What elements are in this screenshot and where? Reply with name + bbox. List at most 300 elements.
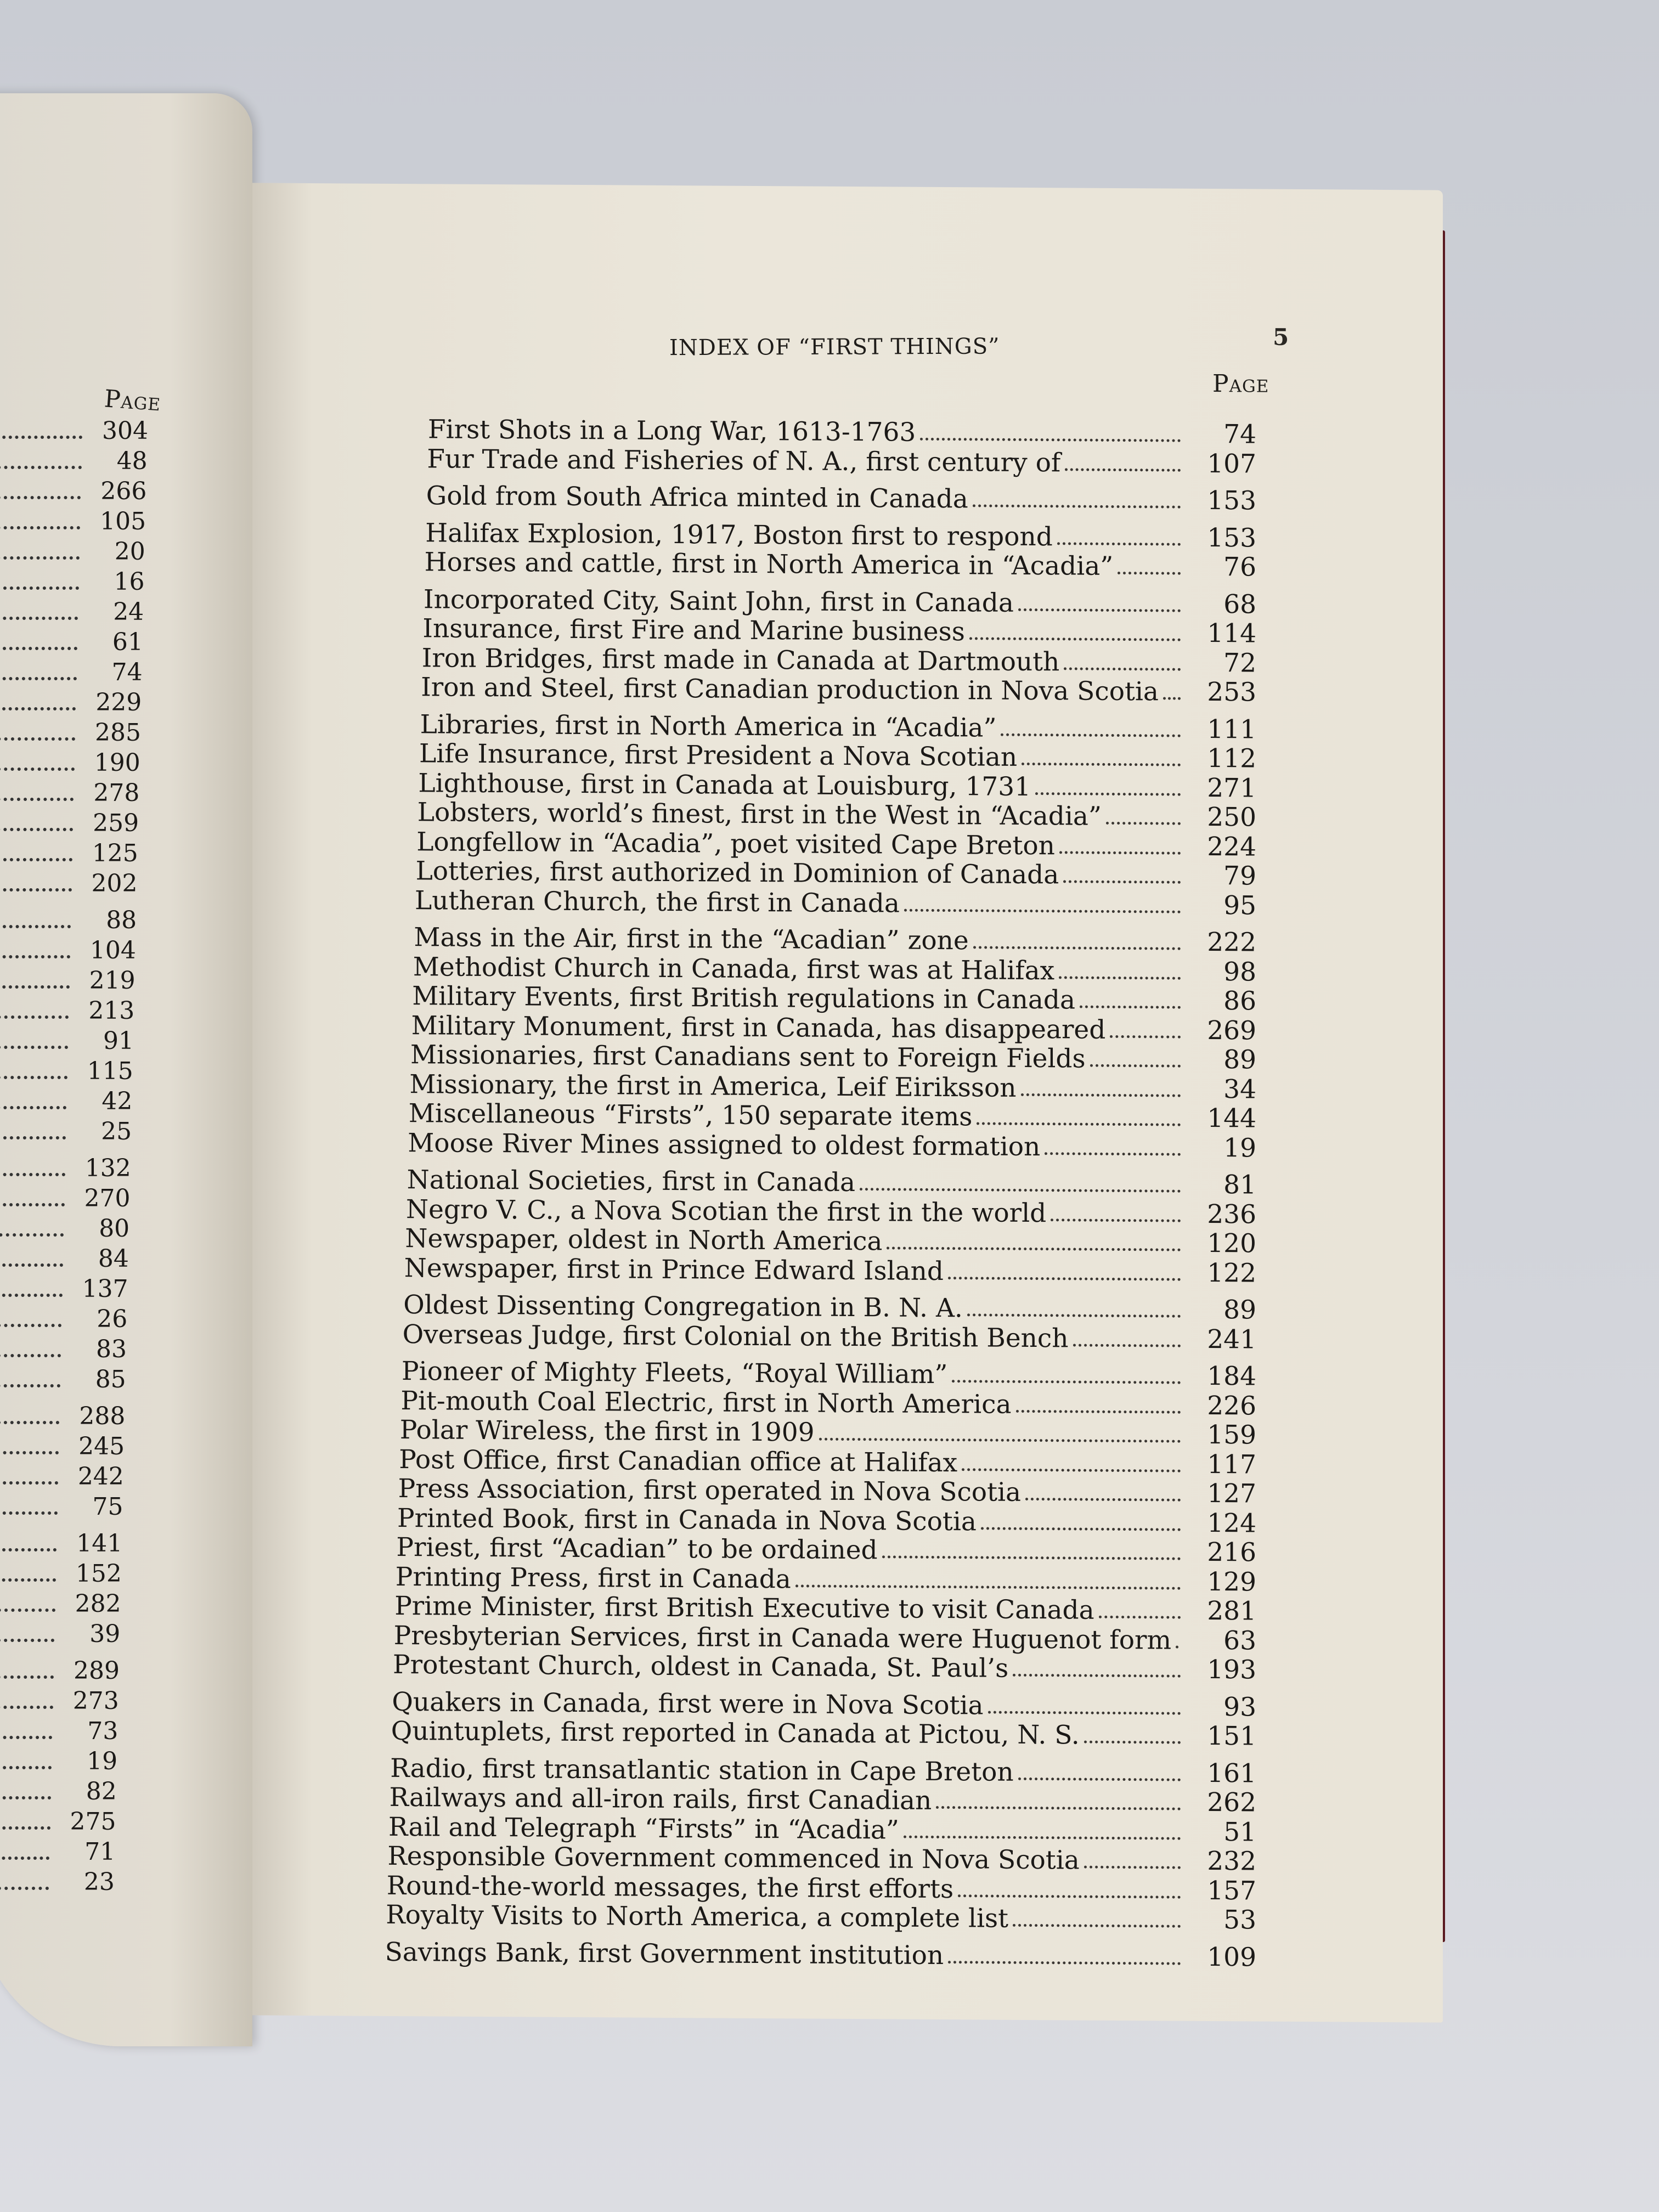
left-index-entry bbox=[0, 1245, 129, 1274]
index-entry bbox=[426, 481, 1256, 516]
dot-leader bbox=[0, 586, 79, 590]
dot-leader bbox=[0, 1354, 61, 1357]
entry-page-number: 107 bbox=[1207, 448, 1256, 479]
index-entry bbox=[391, 1716, 1256, 1752]
left-index-entry bbox=[0, 1590, 121, 1620]
dot-leader bbox=[0, 647, 77, 650]
left-index-entry bbox=[0, 1717, 118, 1747]
entry-page-number: 63 bbox=[1223, 1625, 1256, 1656]
entry-page-number: 224 bbox=[1207, 831, 1256, 862]
left-index-entry bbox=[0, 1087, 132, 1117]
entry-title: Rail and Telegraph “Firsts” in “Acadia” bbox=[388, 1812, 899, 1846]
entry-page-number: 42 bbox=[101, 1087, 133, 1115]
dot-leader bbox=[795, 1584, 1181, 1589]
entry-page-number: 152 bbox=[75, 1560, 122, 1588]
left-index-entry bbox=[0, 447, 148, 477]
entry-title: Presbyterian Services, first in Canada were Huguenot form bbox=[393, 1620, 1172, 1656]
left-index-entry bbox=[0, 1275, 128, 1305]
dot-leader bbox=[0, 617, 78, 620]
left-index-entry bbox=[0, 1657, 120, 1686]
entry-title: Lighthouse, first in Canada at Louisburg, 1731 bbox=[418, 768, 1031, 802]
left-index-entry bbox=[0, 809, 139, 839]
dot-leader bbox=[0, 1826, 50, 1830]
dot-leader bbox=[904, 1835, 1181, 1839]
entry-page-number: 111 bbox=[1207, 714, 1256, 745]
dot-leader bbox=[1013, 1924, 1181, 1928]
entry-page-number: 153 bbox=[1207, 522, 1256, 554]
entry-page-number: 51 bbox=[1223, 1816, 1256, 1848]
dot-leader bbox=[0, 1106, 66, 1109]
entry-title: Insurance, first Fire and Marine business bbox=[422, 613, 965, 647]
entry-title: Railways and all-iron rails, first Canadian bbox=[389, 1782, 932, 1816]
entry-page-number: 289 bbox=[74, 1657, 120, 1685]
entry-page-number: 24 bbox=[113, 598, 144, 626]
index-entry bbox=[421, 672, 1256, 708]
entry-page-number: 39 bbox=[89, 1620, 121, 1648]
dot-leader bbox=[0, 436, 82, 439]
entry-title: Printing Press, first in Canada bbox=[395, 1561, 791, 1594]
entry-title: Post Office, first Canadian office at Halifax bbox=[399, 1444, 958, 1478]
dot-leader bbox=[1018, 608, 1181, 612]
entry-page-number: 68 bbox=[1223, 589, 1256, 620]
entry-title: Quintuplets, first reported in Canada at Pictou, N. S. bbox=[391, 1716, 1080, 1751]
entry-page-number: 285 bbox=[95, 719, 141, 747]
left-index-entry bbox=[0, 417, 148, 447]
entry-title: Round-the-world messages, the first efforts bbox=[386, 1870, 954, 1904]
entry-page-number: 73 bbox=[87, 1717, 119, 1745]
entry-title: Prime Minister, first British Executive to visit Canada bbox=[394, 1590, 1094, 1626]
dot-leader bbox=[0, 1511, 58, 1515]
entry-page-number: 281 bbox=[1207, 1596, 1256, 1627]
dot-leader bbox=[1022, 763, 1181, 766]
entry-page-number: 161 bbox=[1207, 1758, 1256, 1789]
entry-page-number: 184 bbox=[1207, 1361, 1256, 1392]
entry-page-number: 80 bbox=[99, 1215, 130, 1243]
entry-page-number: 141 bbox=[76, 1530, 123, 1558]
entry-page-number: 271 bbox=[1207, 772, 1256, 804]
left-index-entry bbox=[0, 1215, 129, 1244]
entry-page-number: 278 bbox=[93, 779, 140, 807]
entry-page-number: 232 bbox=[1207, 1846, 1256, 1877]
entry-page-number: 282 bbox=[75, 1590, 121, 1618]
entry-page-number: 222 bbox=[1207, 927, 1256, 958]
entry-page-number: 245 bbox=[78, 1432, 125, 1460]
dot-leader bbox=[1064, 667, 1181, 670]
dot-leader bbox=[1021, 1093, 1181, 1097]
entry-page-number: 93 bbox=[1223, 1691, 1256, 1723]
dot-leader bbox=[977, 1122, 1181, 1126]
dot-leader bbox=[0, 737, 75, 741]
dot-leader bbox=[860, 1188, 1181, 1193]
entry-title: Oldest Dissenting Congregation in B. N. A. bbox=[403, 1290, 963, 1324]
dot-leader bbox=[920, 438, 1181, 442]
entry-page-number: 115 bbox=[87, 1057, 133, 1085]
left-index-entry bbox=[0, 936, 136, 966]
entry-title: Printed Book, first in Canada in Nova Scotia bbox=[397, 1503, 977, 1537]
entry-page-number: 262 bbox=[1207, 1787, 1256, 1818]
entry-page-number: 79 bbox=[1223, 861, 1256, 891]
entry-title: Iron Bridges, first made in Canada at Dartmouth bbox=[421, 642, 1060, 677]
left-index-entry bbox=[0, 1493, 123, 1522]
dot-leader bbox=[0, 1675, 54, 1679]
dot-leader bbox=[948, 1277, 1181, 1281]
dot-leader bbox=[1176, 1645, 1181, 1648]
left-index-entry bbox=[0, 967, 136, 996]
dot-leader bbox=[0, 1324, 61, 1327]
dot-leader bbox=[0, 526, 80, 529]
dot-leader bbox=[1013, 1674, 1181, 1678]
entry-title: Quakers in Canada, first were in Nova Scotia bbox=[392, 1686, 984, 1721]
index-entry bbox=[403, 1319, 1256, 1356]
dot-leader bbox=[0, 1887, 49, 1890]
entry-page-number: 95 bbox=[1223, 890, 1256, 921]
entry-title: Newspaper, oldest in North America bbox=[405, 1223, 883, 1257]
dot-leader bbox=[1051, 1218, 1181, 1222]
entry-page-number: 241 bbox=[1207, 1324, 1256, 1355]
dot-leader bbox=[1118, 572, 1181, 575]
entry-page-number: 144 bbox=[1207, 1103, 1256, 1134]
dot-leader bbox=[1045, 1152, 1181, 1156]
entry-page-number: 74 bbox=[1223, 419, 1256, 450]
entry-page-number: 25 bbox=[101, 1118, 132, 1146]
dot-leader bbox=[0, 925, 71, 928]
dot-leader bbox=[0, 1263, 63, 1267]
left-index-entry bbox=[0, 1057, 133, 1087]
left-index-entry bbox=[0, 1402, 125, 1432]
dot-leader bbox=[1065, 468, 1181, 471]
index-entry bbox=[386, 1900, 1256, 1936]
entry-title: Fur Trade and Fisheries of N. A., first century of bbox=[427, 443, 1061, 478]
entry-page-number: 219 bbox=[89, 967, 136, 995]
entry-title: Lobsters, world’s finest, first in the West in “Acadia” bbox=[417, 797, 1102, 832]
entry-title: Newspaper, first in Prince Edward Island bbox=[404, 1252, 944, 1286]
entry-page-number: 19 bbox=[87, 1747, 118, 1775]
dot-leader bbox=[0, 1451, 59, 1454]
dot-leader bbox=[0, 858, 72, 861]
entry-page-number: 16 bbox=[114, 568, 145, 596]
entry-page-number: 81 bbox=[1223, 1170, 1256, 1200]
entry-title: First Shots in a Long War, 1613-1763 bbox=[428, 414, 916, 448]
index-entry bbox=[385, 1937, 1256, 1973]
entry-page-number: 109 bbox=[1207, 1942, 1256, 1973]
entry-title: Lutheran Church, the first in Canada bbox=[415, 885, 900, 919]
entry-title: Royalty Visits to North America, a complete list bbox=[386, 1899, 1009, 1934]
left-index-entry bbox=[0, 1432, 125, 1462]
entry-title: Pit-mouth Coal Electric, first in North America bbox=[400, 1385, 1012, 1420]
entry-title: Pioneer of Mighty Fleets, “Royal William” bbox=[402, 1356, 948, 1390]
index-entry bbox=[427, 444, 1256, 479]
entry-page-number: 159 bbox=[1207, 1420, 1256, 1451]
entry-title: Military Events, first British regulations in Canada bbox=[412, 981, 1076, 1015]
entry-page-number: 89 bbox=[1223, 1295, 1256, 1325]
left-index-entry bbox=[0, 1747, 117, 1777]
entry-title: Horses and cattle, first in North America in “Acadia” bbox=[424, 547, 1114, 582]
entry-page-number: 270 bbox=[84, 1184, 131, 1212]
entry-title: Savings Bank, first Government institution bbox=[385, 1937, 944, 1971]
entry-page-number: 117 bbox=[1207, 1449, 1256, 1480]
dot-leader bbox=[0, 556, 80, 560]
entry-page-number: 84 bbox=[98, 1245, 129, 1273]
index-entry bbox=[408, 1128, 1256, 1164]
entry-page-number: 71 bbox=[84, 1838, 116, 1866]
entry-page-number: 259 bbox=[93, 809, 139, 837]
index-entry bbox=[404, 1253, 1256, 1289]
entry-page-number: 105 bbox=[100, 507, 146, 535]
entry-page-number: 125 bbox=[92, 839, 138, 867]
dot-leader bbox=[981, 1527, 1181, 1531]
left-index-entry bbox=[0, 1620, 120, 1650]
entry-page-number: 120 bbox=[1207, 1228, 1256, 1259]
entry-page-number: 236 bbox=[1207, 1199, 1256, 1230]
dot-leader bbox=[0, 798, 74, 801]
dot-leader bbox=[962, 1468, 1181, 1472]
entry-page-number: 151 bbox=[1207, 1721, 1256, 1752]
dot-leader bbox=[0, 1203, 65, 1206]
entry-page-number: 253 bbox=[1207, 677, 1256, 708]
entry-page-number: 34 bbox=[1223, 1074, 1256, 1105]
left-index-entry bbox=[0, 1335, 127, 1365]
right-page bbox=[252, 183, 1443, 2022]
entry-page-number: 112 bbox=[1207, 743, 1256, 774]
entry-title: Methodist Church in Canada, first was at Halifax bbox=[413, 951, 1055, 986]
entry-title: Gold from South Africa minted in Canada bbox=[426, 481, 968, 515]
dot-leader bbox=[1018, 1777, 1181, 1781]
entry-title: Responsible Government commenced in Nova Scotia bbox=[387, 1841, 1080, 1876]
left-index-entry bbox=[0, 1027, 134, 1057]
entry-page-number: 304 bbox=[102, 417, 148, 445]
entry-title: Halifax Explosion, 1917, Boston first to respond bbox=[425, 517, 1053, 552]
left-index-entry bbox=[0, 839, 138, 869]
dot-leader bbox=[904, 909, 1181, 913]
dot-leader bbox=[0, 1421, 59, 1424]
dot-leader bbox=[1016, 1409, 1181, 1413]
entry-title: Incorporated City, Saint John, first in Canada bbox=[424, 584, 1014, 618]
dot-leader bbox=[0, 496, 81, 499]
entry-title: Libraries, first in North America in “Acadia” bbox=[420, 709, 997, 743]
left-index-entry bbox=[0, 1687, 119, 1717]
dot-leader bbox=[1163, 697, 1181, 700]
dot-leader bbox=[0, 888, 72, 891]
entry-page-number: 229 bbox=[95, 689, 142, 716]
dot-leader bbox=[967, 1313, 1181, 1317]
index-entry bbox=[393, 1650, 1256, 1686]
left-index-entry bbox=[0, 1560, 122, 1589]
left-index-entry bbox=[0, 1808, 116, 1837]
entry-page-number: 216 bbox=[1207, 1537, 1256, 1568]
dot-leader bbox=[1084, 1741, 1181, 1744]
dot-leader bbox=[0, 1639, 54, 1642]
entry-page-number: 74 bbox=[111, 658, 143, 686]
dot-leader bbox=[1059, 851, 1181, 854]
entry-page-number: 288 bbox=[79, 1402, 126, 1430]
entry-page-number: 91 bbox=[103, 1027, 134, 1055]
page-number: 5 bbox=[1273, 323, 1289, 351]
dot-leader bbox=[1063, 880, 1181, 883]
dot-leader bbox=[0, 1015, 69, 1019]
dot-leader bbox=[882, 1555, 1181, 1560]
left-index-entry bbox=[0, 719, 141, 748]
entry-page-number: 75 bbox=[92, 1493, 123, 1521]
entry-page-number: 86 bbox=[1223, 986, 1256, 1017]
entry-page-number: 137 bbox=[82, 1275, 128, 1303]
entry-page-number: 20 bbox=[114, 538, 145, 566]
entry-title: Life Insurance, first President a Nova Scotian bbox=[419, 738, 1018, 772]
dot-leader bbox=[0, 828, 73, 831]
dot-leader bbox=[0, 1766, 52, 1769]
entry-page-number: 269 bbox=[1207, 1015, 1256, 1046]
entry-page-number: 266 bbox=[100, 477, 147, 505]
dot-leader bbox=[1035, 792, 1181, 796]
dot-leader bbox=[0, 1706, 53, 1709]
entry-page-number: 202 bbox=[91, 870, 138, 898]
entry-page-number: 83 bbox=[96, 1335, 127, 1363]
entry-page-number: 213 bbox=[88, 997, 135, 1025]
left-index-entry bbox=[0, 1365, 126, 1395]
left-index-entry bbox=[0, 568, 145, 597]
dot-leader bbox=[0, 1233, 64, 1237]
entry-page-number: 61 bbox=[112, 628, 143, 656]
left-index-entry bbox=[0, 538, 145, 567]
entry-page-number: 48 bbox=[116, 447, 148, 475]
dot-leader bbox=[0, 1046, 68, 1049]
left-index-entry bbox=[0, 689, 142, 718]
dot-leader bbox=[0, 1857, 49, 1860]
dot-leader bbox=[0, 1481, 58, 1485]
left-index-entry bbox=[0, 658, 143, 688]
dot-leader bbox=[0, 1136, 66, 1139]
dot-leader bbox=[819, 1438, 1181, 1443]
dot-leader bbox=[0, 955, 70, 958]
entry-page-number: 98 bbox=[1223, 956, 1256, 988]
entry-title: Military Monument, first in Canada, has disappeared bbox=[411, 1010, 1106, 1045]
entry-title: Negro V. C., a Nova Scotian the first in the world bbox=[406, 1194, 1047, 1228]
left-index-entry bbox=[0, 906, 137, 936]
dot-leader bbox=[973, 946, 1181, 950]
entry-page-number: 89 bbox=[1223, 1045, 1256, 1075]
entry-page-number: 124 bbox=[1207, 1508, 1256, 1539]
entry-title: Overseas Judge, first Colonial on the British Bench bbox=[402, 1319, 1069, 1353]
entry-page-number: 26 bbox=[97, 1305, 128, 1333]
left-page-column-label: Page bbox=[103, 385, 162, 417]
dot-leader bbox=[0, 1796, 51, 1799]
dot-leader bbox=[1001, 733, 1181, 737]
left-index-entry bbox=[0, 1154, 131, 1184]
left-index-entry bbox=[0, 1868, 115, 1898]
dot-leader bbox=[0, 677, 77, 680]
left-index-entry bbox=[0, 1118, 132, 1147]
dot-leader bbox=[1106, 822, 1181, 825]
dot-leader bbox=[948, 1961, 1181, 1965]
dot-leader bbox=[0, 1294, 63, 1297]
left-index-entry bbox=[0, 1530, 122, 1559]
entry-title: National Societies, first in Canada bbox=[407, 1165, 855, 1198]
entry-page-number: 250 bbox=[1207, 802, 1256, 833]
dot-leader bbox=[973, 504, 1181, 508]
entry-title: Press Association, first operated in Nova Scotia bbox=[398, 1473, 1022, 1508]
dot-leader bbox=[0, 768, 75, 771]
entry-title: Polar Wireless, the first in 1909 bbox=[399, 1415, 815, 1448]
entry-title: Mass in the Air, first in the “Acadian” zone bbox=[414, 922, 969, 956]
entry-title: Radio, first transatlantic station in Cape Breton bbox=[390, 1753, 1014, 1787]
entry-title: Moose River Mines assigned to oldest formation bbox=[408, 1127, 1041, 1162]
left-index-entry bbox=[0, 598, 144, 628]
left-index-entry bbox=[0, 1184, 131, 1214]
entry-title: Priest, first “Acadian” to be ordained bbox=[396, 1532, 878, 1566]
left-index-entry bbox=[0, 870, 138, 899]
entry-title: Protestant Church, oldest in Canada, St. Paul’s bbox=[393, 1649, 1009, 1684]
left-index-entry bbox=[0, 997, 134, 1026]
entry-page-number: 19 bbox=[1223, 1132, 1256, 1164]
dot-leader bbox=[0, 1609, 55, 1612]
dot-leader bbox=[952, 1380, 1181, 1384]
dot-leader bbox=[0, 1736, 52, 1739]
dot-leader bbox=[887, 1246, 1181, 1251]
entry-page-number: 132 bbox=[84, 1154, 131, 1182]
entry-title: Missionary, the first in America, Leif Eiriksson bbox=[409, 1069, 1017, 1103]
entry-page-number: 53 bbox=[1223, 1905, 1256, 1936]
left-index-entry bbox=[0, 628, 143, 658]
entry-page-number: 85 bbox=[95, 1365, 126, 1393]
dot-leader bbox=[1110, 1035, 1181, 1038]
entry-page-number: 88 bbox=[106, 906, 137, 934]
left-index-entry bbox=[0, 1305, 127, 1335]
entry-page-number: 122 bbox=[1207, 1257, 1256, 1289]
dot-leader bbox=[1073, 1344, 1181, 1347]
entry-page-number: 153 bbox=[1207, 486, 1256, 516]
dot-leader bbox=[0, 1076, 67, 1079]
entry-title: Miscellaneous “Firsts”, 150 separate items bbox=[408, 1098, 973, 1132]
entry-page-number: 193 bbox=[1207, 1655, 1256, 1685]
dot-leader bbox=[1090, 1064, 1181, 1068]
entry-page-number: 82 bbox=[86, 1778, 117, 1805]
entry-page-number: 157 bbox=[1207, 1875, 1256, 1906]
left-index-entry bbox=[0, 779, 139, 809]
left-index-entry bbox=[0, 1463, 124, 1492]
running-head: INDEX OF “FIRST THINGS” bbox=[669, 334, 1000, 361]
dot-leader bbox=[1025, 1498, 1181, 1502]
entry-page-number: 114 bbox=[1207, 618, 1256, 649]
entry-title: Lotteries, first authorized in Dominion of Canada bbox=[415, 856, 1059, 890]
dot-leader bbox=[936, 1806, 1181, 1810]
dot-leader bbox=[988, 1711, 1181, 1714]
entry-page-number: 226 bbox=[1207, 1390, 1256, 1421]
dot-leader bbox=[1059, 976, 1181, 979]
entry-title: Longfellow in “Acadia”, poet visited Cape Breton bbox=[416, 826, 1055, 861]
left-index-entry bbox=[0, 1838, 115, 1867]
dot-leader bbox=[0, 1173, 65, 1176]
dot-leader bbox=[0, 985, 70, 989]
entry-page-number: 273 bbox=[72, 1687, 119, 1715]
entry-page-number: 127 bbox=[1207, 1479, 1256, 1509]
dot-leader bbox=[1080, 1006, 1181, 1009]
entry-page-number: 242 bbox=[77, 1463, 124, 1491]
dot-leader bbox=[0, 1578, 56, 1582]
dot-leader bbox=[969, 637, 1181, 641]
right-page-column-label: Page bbox=[1212, 370, 1269, 398]
dot-leader bbox=[0, 1548, 57, 1551]
index-entry bbox=[415, 885, 1256, 921]
entry-page-number: 104 bbox=[89, 936, 136, 964]
entry-page-number: 72 bbox=[1223, 647, 1256, 679]
left-index-entry bbox=[0, 1778, 117, 1807]
dot-leader bbox=[0, 707, 76, 710]
left-page bbox=[0, 93, 252, 2046]
dot-leader bbox=[0, 1384, 60, 1387]
left-index-entry bbox=[0, 749, 140, 778]
entry-title: Missionaries, first Canadians sent to Foreign Fields bbox=[410, 1040, 1086, 1074]
entry-page-number: 190 bbox=[94, 749, 140, 777]
entry-title: Iron and Steel, first Canadian production in Nova Scotia bbox=[421, 672, 1159, 707]
